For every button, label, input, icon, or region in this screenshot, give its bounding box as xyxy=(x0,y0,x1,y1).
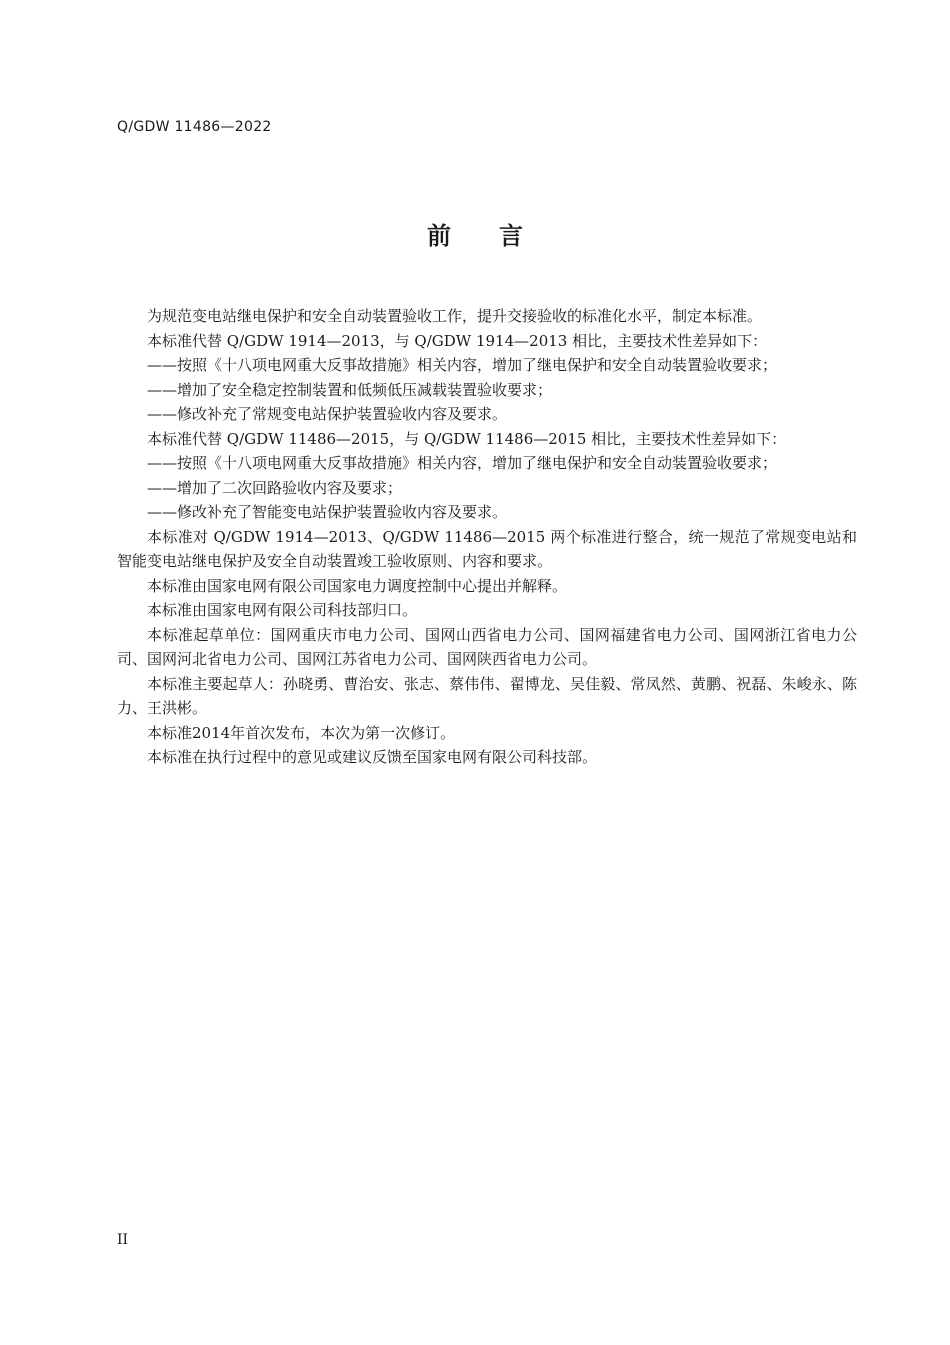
paragraph: 本标准在执行过程中的意见或建议反馈至国家电网有限公司科技部。 xyxy=(147,748,598,766)
paragraph: 本标准对 Q/GDW 1914—2013、Q/GDW 11486—2015 两个标准进行整合，统一规范了常规变电站和智能变电站继电保护及安全自动装置竣工验收原则、内容和要求。 xyxy=(117,527,857,570)
paragraph: ——增加了二次回路验收内容及要求； xyxy=(147,478,403,497)
paragraph: 本标准2014年首次发布，本次为第一次修订。 xyxy=(147,723,456,742)
page-number: II xyxy=(117,1232,129,1248)
page-title: 前言 xyxy=(427,222,571,250)
paragraph: 本标准代替 Q/GDW 11486—2015，与 Q/GDW 11486—2015 相比，主要技术性差异如下： xyxy=(147,429,787,448)
paragraph: ——修改补充了常规变电站保护装置验收内容及要求。 xyxy=(147,405,508,423)
paragraph: 本标准由国家电网有限公司国家电力调度控制中心提出并解释。 xyxy=(147,576,568,595)
paragraph: 为规范变电站继电保护和安全自动装置验收工作，提升交接验收的标准化水平，制定本标准。 xyxy=(147,307,763,325)
paragraph: 本标准主要起草人：孙晓勇、曹治安、张志、蔡伟伟、翟博龙、吴佳毅、常凤然、黄鹏、祝磊、朱峻永、陈力、王洪彬。 xyxy=(117,674,857,717)
document-code: Q/GDW 11486—2022 xyxy=(117,119,272,135)
paragraph: 本标准起草单位：国网重庆市电力公司、国网山西省电力公司、国网福建省电力公司、国网浙江省电力公司、国网河北省电力公司、国网江苏省电力公司、国网陕西省电力公司。 xyxy=(117,625,857,668)
paragraph: ——按照《十八项电网重大反事故措施》相关内容，增加了继电保护和安全自动装置验收要求； xyxy=(147,356,778,374)
foreword-body xyxy=(117,304,857,770)
paragraph: 本标准代替 Q/GDW 1914—2013，与 Q/GDW 1914—2013 相比，主要技术性差异如下： xyxy=(147,331,768,350)
paragraph: ——增加了安全稳定控制装置和低频低压减载装置验收要求； xyxy=(147,380,553,399)
paragraph: 本标准由国家电网有限公司科技部归口。 xyxy=(147,601,418,619)
paragraph: ——修改补充了智能变电站保护装置验收内容及要求。 xyxy=(147,503,508,521)
paragraph: ——按照《十八项电网重大反事故措施》相关内容，增加了继电保护和安全自动装置验收要求； xyxy=(147,454,778,472)
